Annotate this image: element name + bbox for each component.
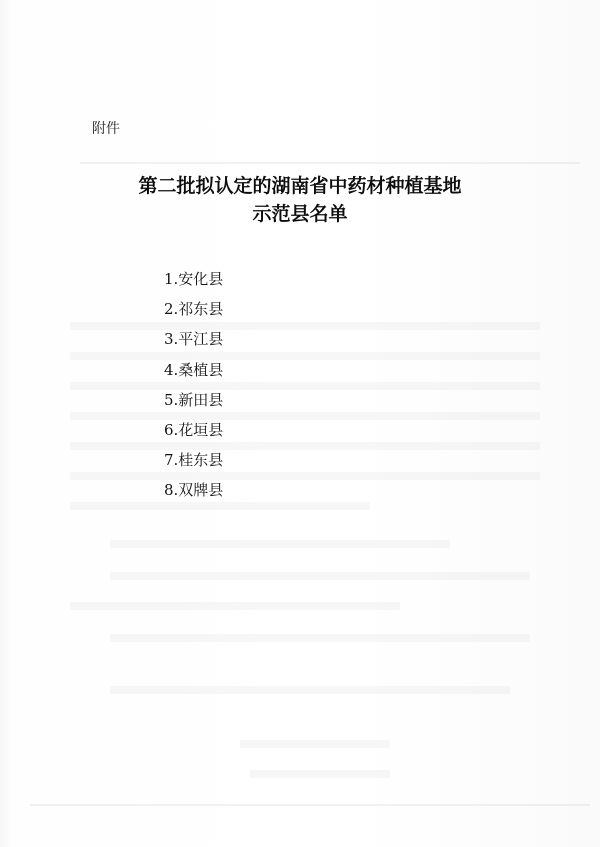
ghost-text-line: [70, 412, 540, 420]
list-item: 4.桑植县: [164, 360, 224, 379]
list-item: 8.双牌县: [164, 481, 224, 500]
list-item: 6.花垣县: [164, 420, 224, 439]
list-item: 1.安化县: [164, 270, 224, 288]
ghost-text-line: [110, 540, 450, 548]
ghost-text-line: [110, 572, 530, 580]
ghost-text-line: [70, 442, 540, 450]
attachment-label: 附件: [92, 121, 120, 137]
list-item: 5.新田县: [164, 390, 224, 409]
ghost-text-line: [70, 352, 540, 360]
ghost-text-line: [70, 382, 540, 390]
title-line-2: 示范县名单: [252, 203, 348, 225]
title-line-1: 第二批拟认定的湖南省中药材种植基地: [138, 175, 462, 197]
ghost-footer-rule: [30, 804, 590, 806]
list-item: 2.祁东县: [164, 300, 224, 319]
list-item: 3.平江县: [164, 330, 224, 349]
ghost-text-line: [70, 472, 540, 480]
ghost-header-rule: [80, 162, 580, 164]
list-item: 7.桂东县: [164, 451, 224, 470]
county-list: [164, 264, 223, 506]
ghost-text-line: [70, 602, 400, 610]
document-title: [100, 172, 500, 228]
ghost-text-line: [110, 634, 530, 642]
ghost-text-line: [110, 686, 510, 694]
ghost-text-line: [70, 322, 540, 330]
ghost-text-line: [250, 770, 390, 778]
ghost-text-line: [240, 740, 390, 748]
